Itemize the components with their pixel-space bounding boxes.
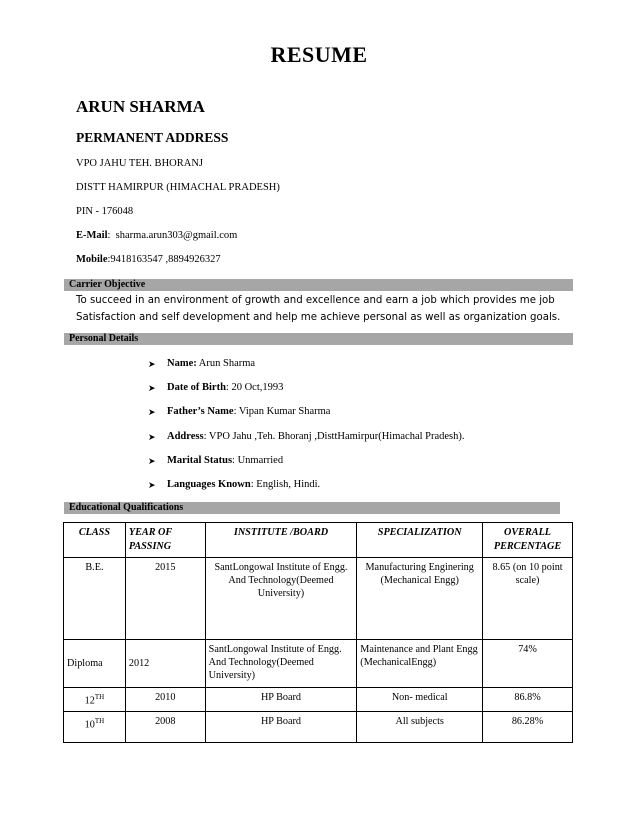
arrow-bullet-icon: ➤ xyxy=(148,479,156,490)
personal-detail-item xyxy=(148,449,465,473)
detail-label: Father’s Name xyxy=(167,406,234,418)
personal-detail-item xyxy=(148,352,465,376)
percentage-cell: 74% xyxy=(483,640,573,688)
column-header: OVERALL PERCENTAGE xyxy=(483,523,573,558)
objective-text: To succeed in an environment of growth and excellence and earn a job which provides me job Satisfaction and self development and help me achieve personal as well as organization goals. xyxy=(76,295,561,323)
year-cell: 2010 xyxy=(125,688,205,712)
email-value: sharma.arun303@gmail.com xyxy=(115,230,238,241)
institute-cell: SantLongowal Institute of Engg. And Technology(Deemed University) xyxy=(205,640,357,688)
address-line: PIN - 176048 xyxy=(76,206,134,217)
arrow-bullet-icon: ➤ xyxy=(148,407,156,418)
institute-cell: HP Board xyxy=(205,712,357,743)
table-row xyxy=(64,712,573,743)
personal-detail-item xyxy=(148,473,465,497)
arrow-bullet-icon: ➤ xyxy=(148,431,156,442)
column-header: INSTITUTE /BOARD xyxy=(205,523,357,558)
mobile-line: Mobile:9418163547 ,8894926327 xyxy=(76,254,221,265)
personal-details-list xyxy=(148,352,465,497)
table-row xyxy=(64,558,573,640)
detail-label: Marital Status xyxy=(167,454,233,466)
class-cell: B.E. xyxy=(64,558,126,640)
mobile-label: Mobile xyxy=(76,254,108,265)
email-label: E-Mail xyxy=(76,230,108,241)
specialization-cell: Non- medical xyxy=(357,688,483,712)
detail-value: : Unmarried xyxy=(232,454,284,466)
detail-value: : 20 Oct,1993 xyxy=(225,382,284,394)
specialization-cell: All subjects xyxy=(357,712,483,743)
detail-value: : VPO Jahu ,Teh. Bhoranj ,DisttHamirpur(Himachal Pradesh). xyxy=(203,430,465,442)
table-row xyxy=(64,640,573,688)
class-cell: 10TH xyxy=(64,712,126,743)
percentage-cell: 86.8% xyxy=(483,688,573,712)
address-line: VPO JAHU TEH. BHORANJ xyxy=(76,158,203,169)
column-header: YEAR OF PASSING xyxy=(125,523,205,558)
percentage-cell: 8.65 (on 10 point scale) xyxy=(483,558,573,640)
objective-heading: Carrier Objective xyxy=(64,279,573,291)
class-cell: 12TH xyxy=(64,688,126,712)
personal-detail-item xyxy=(148,376,465,400)
mobile-value: 9418163547 ,8894926327 xyxy=(110,254,221,265)
detail-label: Languages Known xyxy=(167,478,251,490)
column-header: SPECIALIZATION xyxy=(357,523,483,558)
address-heading: PERMANENT ADDRESS xyxy=(76,130,229,145)
arrow-bullet-icon: ➤ xyxy=(148,383,156,394)
percentage-cell: 86.28% xyxy=(483,712,573,743)
detail-value: : English, Hindi. xyxy=(250,478,321,490)
column-header: CLASS xyxy=(64,523,126,558)
detail-value: Arun Sharma xyxy=(196,358,256,369)
specialization-cell: Maintenance and Plant Engg (MechanicalEngg) xyxy=(357,640,483,688)
specialization-cell: Manufacturing Enginering (Mechanical Engg) xyxy=(357,558,483,640)
personal-details-heading: Personal Details xyxy=(64,333,573,345)
year-cell: 2008 xyxy=(125,712,205,743)
detail-label: Name: xyxy=(167,358,197,369)
arrow-bullet-icon: ➤ xyxy=(148,455,156,466)
detail-label: Address xyxy=(167,430,204,442)
personal-detail-item xyxy=(148,400,465,424)
education-table xyxy=(63,522,573,743)
education-heading: Educational Qualifications xyxy=(64,502,560,514)
candidate-name: ARUN SHARMA xyxy=(76,97,205,116)
class-cell: Diploma xyxy=(64,640,126,688)
year-cell: 2015 xyxy=(125,558,205,640)
detail-value: : Vipan Kumar Sharma xyxy=(233,406,331,418)
institute-cell: HP Board xyxy=(205,688,357,712)
page-title: RESUME xyxy=(270,42,368,67)
personal-detail-item xyxy=(148,425,465,449)
table-row xyxy=(64,688,573,712)
arrow-bullet-icon: ➤ xyxy=(148,359,156,369)
table-header-row xyxy=(64,523,573,558)
email-line: E-Mail: sharma.arun303@gmail.com xyxy=(76,230,238,241)
year-cell: 2012 xyxy=(125,640,205,688)
address-line: DISTT HAMIRPUR (HIMACHAL PRADESH) xyxy=(76,182,280,193)
detail-label: Date of Birth xyxy=(167,382,226,394)
institute-cell: SantLongowal Institute of Engg. And Technology(Deemed University) xyxy=(205,558,357,640)
